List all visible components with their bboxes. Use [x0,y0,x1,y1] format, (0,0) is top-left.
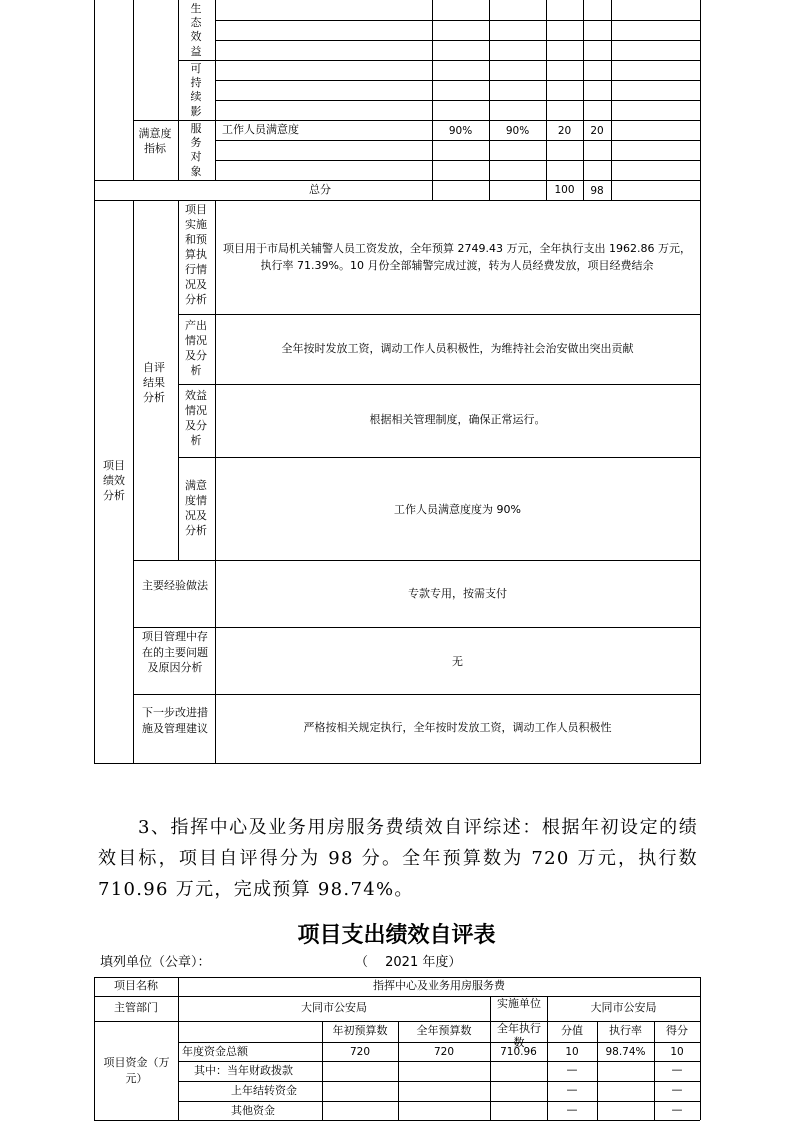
dept-value: 大同市公安局 [301,1001,367,1014]
row-total-rate: 98.74% [605,1046,646,1058]
benefit-label: 效益情况及分析 [185,389,207,447]
output-label: 产出情况及分析 [185,319,207,377]
implementation-text: 项目用于市局机关辅警人员工资发放，全年预算 2749.43 万元，全年执行支出 1962.86 万元，执行率 71.39%。10 月份全部辅警完成过渡，转为人员经费发放，项目经费结余 [223,242,691,272]
satisfaction-analysis-label: 满意度情况及分析 [185,479,207,537]
output-text: 全年按时发放工资，调动工作人员积极性，为维持社会治安做出突出贡献 [281,342,634,355]
section-sustainable-impact: 可持续影 [190,62,202,118]
row-other-label: 其他资金 [231,1104,275,1117]
problems-label: 项目管理中存在的主要问题及原因分析 [142,630,208,674]
header-weight: 分值 [561,1024,583,1037]
project-funds-label: 项目资金（万元） [103,1056,170,1085]
row-total-score: 10 [670,1046,684,1058]
problems-text: 无 [452,655,463,668]
benefit-text: 根据相关管理制度，确保正常运行。 [369,413,546,426]
total-weight: 100 [554,184,575,196]
impl-unit-value: 大同市公安局 [590,1001,657,1014]
table-title: 项目支出绩效自评表 [297,922,496,948]
row-total-initial: 720 [349,1046,371,1058]
year-label: （ 2021 年度） [355,955,462,970]
row-carryover-score: — [671,1083,683,1096]
experience-text: 专款专用，按需支付 [408,587,507,600]
satisfaction-row-weight: 20 [557,125,572,137]
section-satisfaction-indicator: 满意度指标 [138,127,172,155]
section-ecological-benefit: 生态效益 [190,2,202,58]
summary-paragraph: 3、指挥中心及业务用房服务费绩效自评综述：根据年初设定的绩效目标，项目自评得分为 98 分。全年预算数为 720 万元，执行数 710.96 万元，完成预算 98.74%。 [98,817,698,900]
impl-unit-label: 实施单位 [497,997,541,1010]
total-label: 总分 [309,183,331,196]
next-steps-label: 下一步改进措施及管理建议 [142,706,208,735]
header-annual-budget: 全年预算数 [416,1024,472,1037]
satisfaction-row-score: 20 [590,125,604,137]
header-annual-execution: 全年执行数 [497,1022,541,1049]
experience-label: 主要经验做法 [142,579,208,592]
row-carryover-weight: — [566,1083,578,1096]
header-execution-rate: 执行率 [609,1024,642,1037]
row-fiscal-score: — [671,1063,683,1076]
row-fiscal-label: 其中：当年财政拨款 [194,1064,293,1077]
row-total-funds-label: 年度资金总额 [182,1045,248,1058]
project-name-label: 项目名称 [114,979,158,992]
row-total-executed: 710.96 [500,1046,537,1058]
project-performance-analysis-label: 项目绩效分析 [103,459,125,502]
header-score: 得分 [666,1024,688,1037]
section-service-target: 服务对象 [190,122,202,178]
row-fiscal-weight: — [566,1063,578,1076]
satisfaction-row-target: 90% [448,125,473,137]
dept-label: 主管部门 [114,1001,158,1014]
self-eval-result-label: 自评结果分析 [143,361,165,404]
fill-unit-label: 填列单位（公章）： [100,955,211,970]
row-carryover-label: 上年结转资金 [231,1084,297,1097]
row-total-weight: 10 [565,1046,579,1058]
total-score: 98 [590,185,604,197]
satisfaction-row-actual: 90% [505,125,530,137]
row-total-annual: 720 [433,1046,455,1058]
implementation-label: 项目实施和预算执行情况及分析 [185,203,207,306]
satisfaction-analysis-text: 工作人员满意度度为 90% [394,503,521,516]
project-name-value: 指挥中心及业务用房服务费 [373,979,505,992]
satisfaction-row-name: 工作人员满意度 [222,123,299,136]
header-initial-budget: 年初预算数 [332,1024,388,1037]
next-steps-text: 严格按相关规定执行，全年按时发放工资，调动工作人员积极性 [303,721,612,734]
row-other-score: — [671,1103,683,1116]
row-other-weight: — [566,1103,578,1116]
